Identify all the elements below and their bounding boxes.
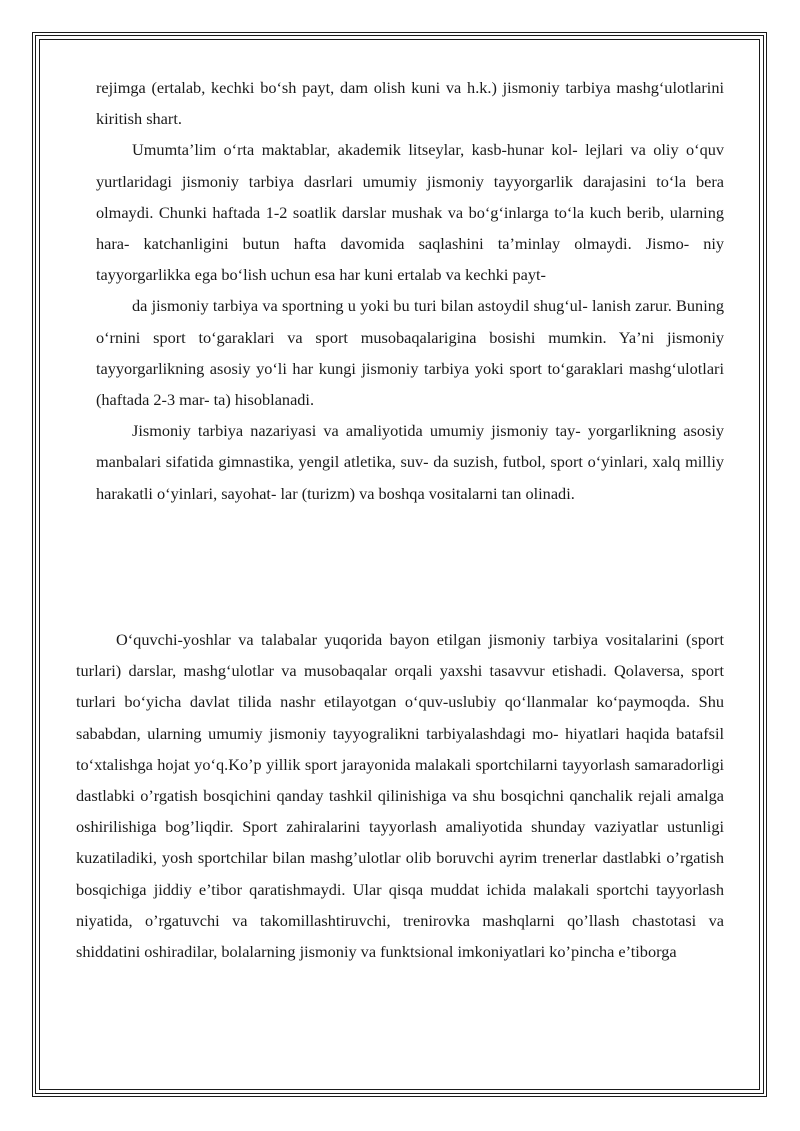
paragraph: Oʻquvchi-yoshlar va talabalar yuqorida bayon etilgan jismoniy tarbiya vositalarini (sport turlari) darslar, mashgʻulotlar va musobaqalar orqali yaxshi tasavvur etishadi. Qolaversa, sport turlari boʻyicha davlat tilida nashr etilayotgan oʻquv-uslubiy qoʻllanmalar koʻpaymoqda. Shu sababdan, ularning umumiy jismoniy tayyogralikni tarbiyalashdagi mo- hiyatlari haqida batafsil toʻxtalishga hojat yoʻq.Ko’p yillik sport jarayonida malakali sportchilarni tayyorlash samaradorligi dastlabki o’rgatish bosqichini qanday tashkil qilinishiga va shu bosqichni qanchalik rejali amalga oshirilishiga bog’liqdir. Sport zahiralarini tayyorlash amaliyotida shunday vaziyatlar ustunligi kuzatiladiki, yosh sportchilar bilan mashg’ulotlar olib boruvchi ayrim trenerlar dastlabki o’rgatish bosqichiga jiddiy e’tibor qaratishmaydi. Ular qisqa muddat ichida malakali sportchi tayyorlash niyatida, o’rgatuvchi va takomillashtiruvchi, trenirovka mashqlarni qo’llash chastotasi va shiddatini oshiradilar, bolalarning jismoniy va funktsional imkoniyatlari ko’pincha e’tiborga (76, 630, 724, 962)
paragraph: Jismoniy tarbiya nazariyasi va amaliyotida umumiy jismoniy tay- yorgarlikning asosiy manbalari sifatida gimnastika, yengil atletika, suv- da suzish, futbol, sport oʻyinlari, xalq milliy harakatli oʻyinlari, sayohat- lar (turizm) va boshqa vositalarni tan olinadi. (96, 421, 724, 503)
paragraph: da jismoniy tarbiya va sportning u yoki bu turi bilan astoydil shugʻul- lanish zarur. Buning oʻrnini sport toʻgaraklari va sport musobaqalarigina bosishi mumkin. Ya’ni jismoniy tayyorgarlikning asosiy yoʻli har kungi jismoniy tarbiya yoki sport toʻgaraklari mashgʻulotlari (haftada 2-3 mar- ta) hisoblanadi. (96, 296, 724, 410)
text-block-top (96, 72, 724, 509)
paragraph: rejimga (ertalab, kechki boʻsh payt, dam olish kuni va h.k.) jismoniy tarbiya mashgʻulotlarini kiritish shart. (96, 78, 724, 129)
text-block-bottom (76, 624, 724, 967)
paragraph: Umumta’lim oʻrta maktablar, akademik litseylar, kasb-hunar kol- lejlari va oliy oʻquv yurtlaridagi jismoniy tarbiya dasrlari umumiy jismoniy tayyorgarlik darajasini toʻla bera olmaydi. Chunki haftada 1-2 soatlik darslar mushak va boʻgʻinlarga toʻla kuch berib, ularning hara- katchanligini butun hafta davomida saqlashini ta’minlay olmaydi. Jismo- niy tayyorgarlikka ega boʻlish uchun esa har kuni ertalab va kechki payt- (96, 140, 724, 285)
